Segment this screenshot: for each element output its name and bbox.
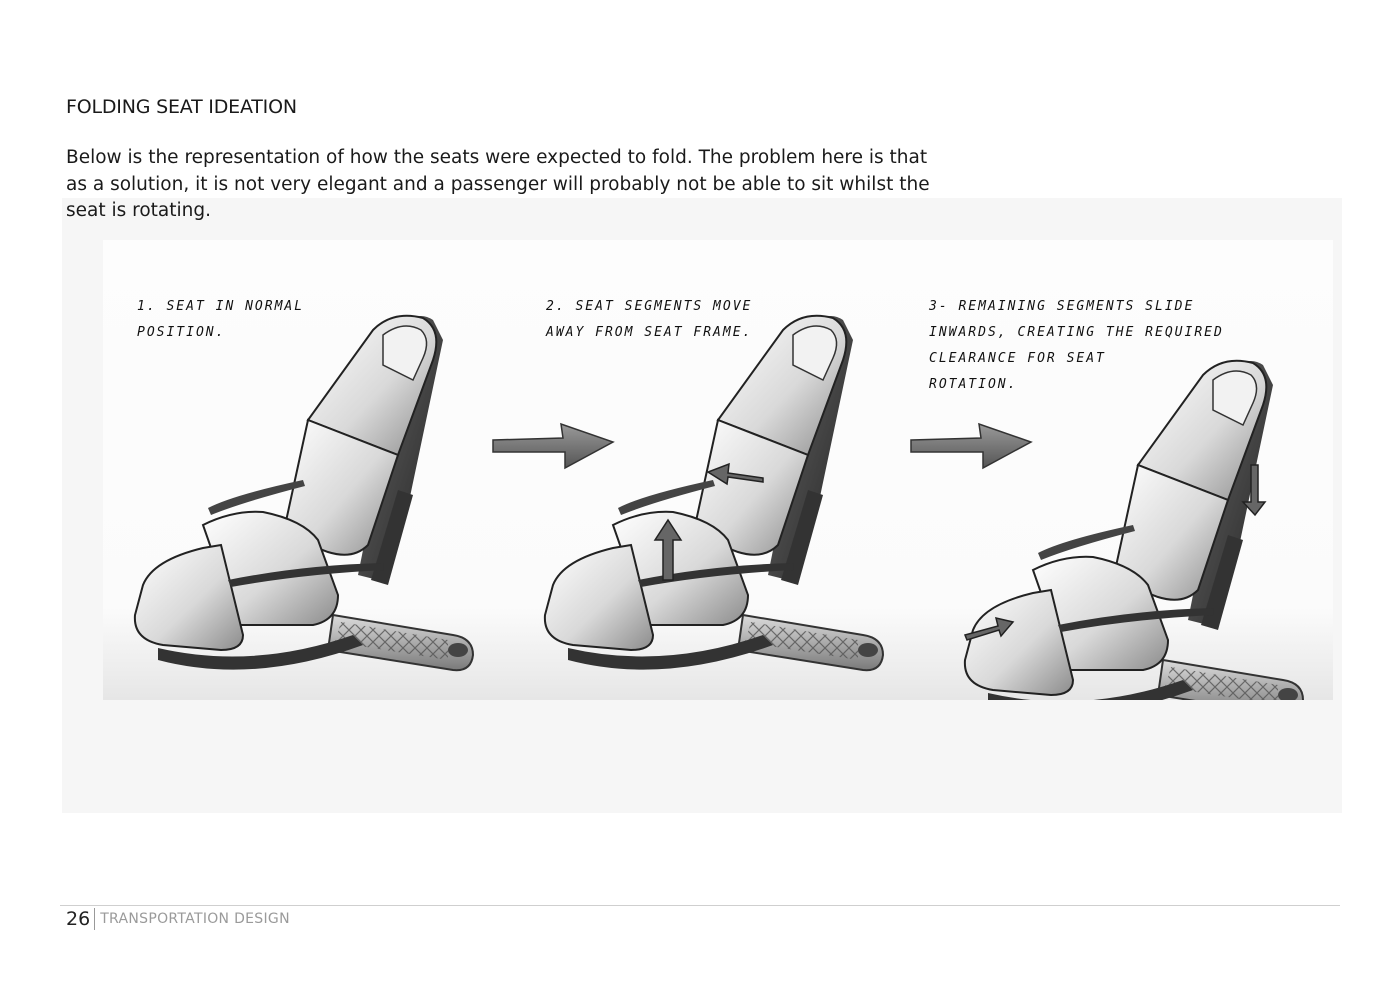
footer-separator [94,908,95,930]
page-footer [66,908,290,930]
step-2-note: 2. SEAT SEGMENTS MOVE AWAY FROM SEAT FRAME. [546,299,753,340]
page-title: FOLDING SEAT IDEATION [66,96,297,118]
seat-sketch-panel [103,240,1333,700]
intro-paragraph: Below is the representation of how the seats were expected to fold. The problem here is that as a solution, it is not very elegant and a passenger will probably not be able to sit whilst the seat is rotating. [66,147,930,221]
step-1-note: 1. SEAT IN NORMAL POSITION. [137,299,305,340]
seat-segments-moved [545,316,883,670]
step-arrow-1-icon [493,424,613,468]
seat-normal-position [135,316,473,670]
footer-section-title: TRANSPORTATION DESIGN [100,911,290,927]
footer-divider [60,905,1340,906]
seat-segments-slid [965,361,1303,700]
step-arrow-2-icon [911,424,1031,468]
step-3-note: 3- REMAINING SEGMENTS SLIDE INWARDS, CREATING THE REQUIRED CLEARANCE FOR SEAT ROTATION. [929,299,1224,392]
page-number: 26 [66,908,91,930]
